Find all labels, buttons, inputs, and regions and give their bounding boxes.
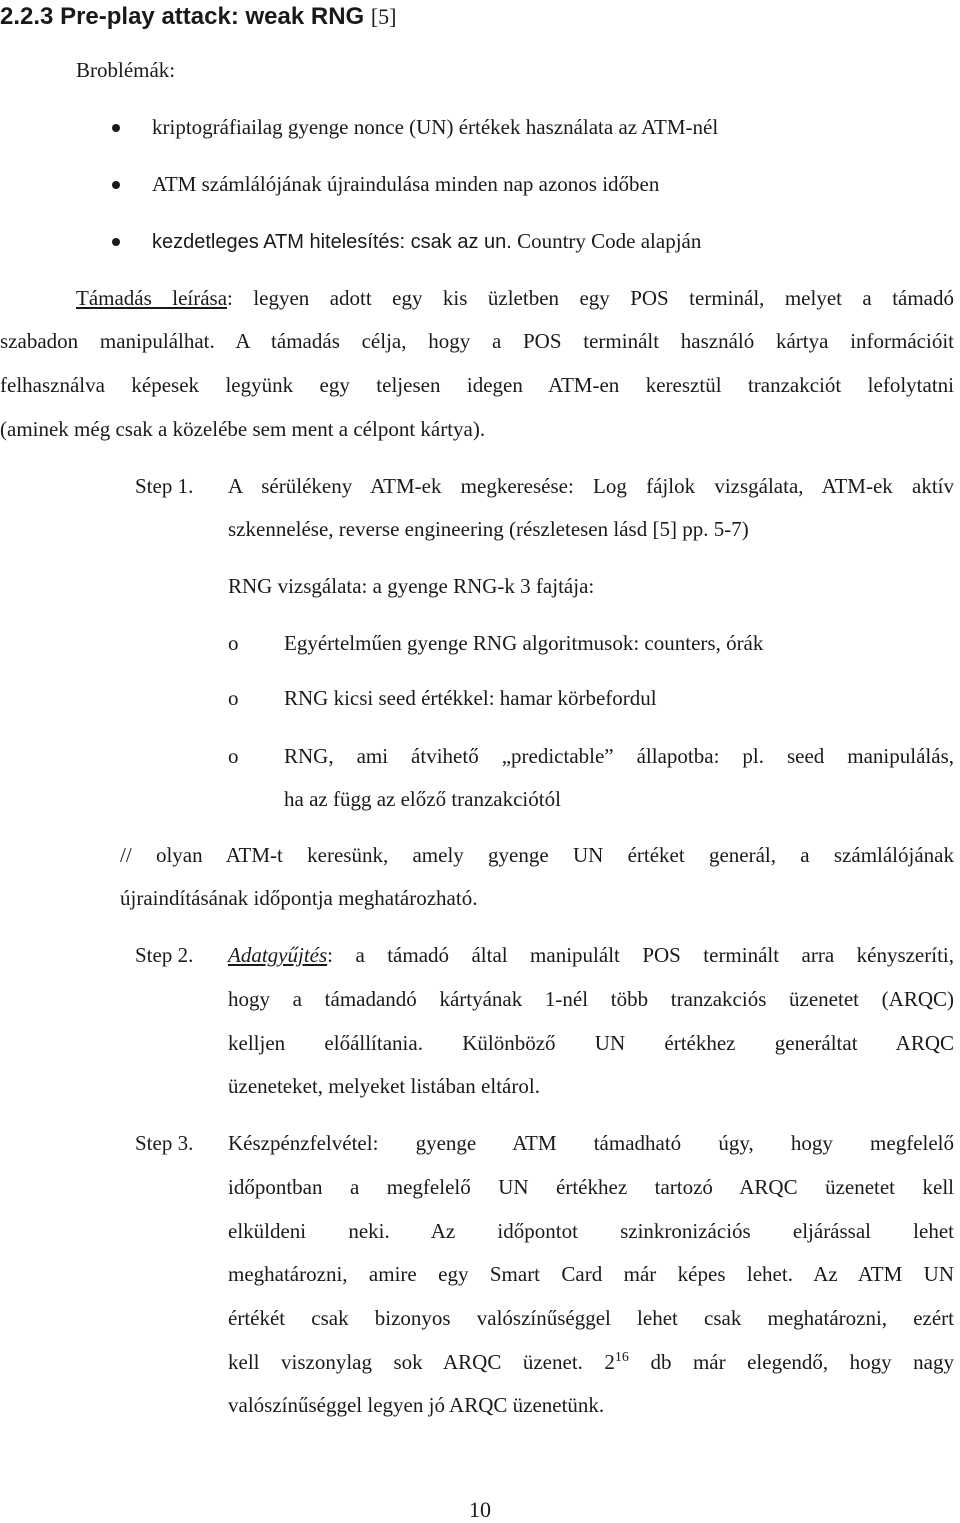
rng-type-item: Egyértelműen gyenge RNG algoritmusok: counters, órák (284, 631, 764, 655)
description-line: felhasználva képesek legyünk egy teljesen idegen ATM-en keresztül tranzakciót lefolytatni (0, 373, 954, 397)
list-item-part: Country Code alapján (517, 229, 702, 253)
step-line: meghatározni, amire egy Smart Card már képes lehet. Az ATM UN (228, 1262, 954, 1286)
list-item: ATM számlálójának újraindulása minden nap azonos időben (152, 172, 660, 196)
rng-type-item-cont: ha az függ az előző tranzakciótól (284, 787, 561, 811)
step-term: Adatgyűjtés (228, 943, 328, 967)
comment-line: // olyan ATM-t keresünk, amely gyenge UN értéket generál, a számlálójának (120, 843, 954, 867)
list-marker: o (228, 686, 239, 710)
page-number: 10 (469, 1497, 491, 1522)
step-line: elküldeni neki. Az időpontot szinkronizációs eljárással lehet (228, 1219, 954, 1243)
step-line: A sérülékeny ATM-ek megkeresése: Log fájlok vizsgálata, ATM-ek aktív (228, 474, 954, 498)
step-label: Step 3. (135, 1131, 194, 1155)
description-text: : legyen adott egy kis üzletben egy POS terminál, melyet a támadó (227, 286, 955, 310)
step-text: : a támadó által manipulált POS terminált arra kényszeríti, (327, 943, 954, 967)
step-text: kell viszonylag sok ARQC üzenet. 2 (228, 1350, 615, 1374)
step-line: szkennelése, reverse engineering (részletesen lásd [5] pp. 5-7) (228, 517, 749, 541)
bullet-dot (112, 124, 120, 132)
description-line: (aminek még csak a közelébe sem ment a célpont kártya). (0, 417, 486, 441)
description-line: szabadon manipulálhat. A támadás célja, hogy a POS terminált használó kártya információit (0, 329, 954, 353)
step-line: Készpénzfelvétel: gyenge ATM támadható úgy, hogy megfelelő (228, 1131, 954, 1155)
list-marker: o (228, 631, 239, 655)
problems-label: Broblémák: (76, 58, 176, 82)
step-line (228, 1351, 954, 1373)
rng-type-item: RNG, ami átvihető „predictable” állapotba: pl. seed manipulálás, (284, 744, 954, 768)
step-line: hogy a támadandó kártyának 1-nél több tranzakciós üzenetet (ARQC) (228, 987, 954, 1011)
section-number: 2.2.3 (0, 3, 54, 30)
rng-intro: RNG vizsgálata: a gyenge RNG-k 3 fajtája: (228, 574, 595, 598)
section-title: Pre-play attack: weak RNG (60, 3, 365, 30)
step-text: db már elegendő, hogy nagy (650, 1350, 954, 1374)
list-item (152, 231, 701, 252)
step-label: Step 1. (135, 474, 194, 498)
step-label: Step 2. (135, 943, 194, 967)
step-line: kelljen előállítania. Különböző UN értékhez generáltat ARQC (228, 1031, 954, 1055)
bullet-dot (112, 181, 120, 189)
section-heading (0, 3, 397, 31)
list-item: kriptográfiailag gyenge nonce (UN) értékek használata az ATM-nél (152, 115, 719, 139)
description-label: Támadás leírása (76, 286, 228, 310)
bullet-dot (112, 238, 120, 246)
step-line: valószínűséggel legyen jó ARQC üzenetünk. (228, 1393, 605, 1417)
step-line: értékét csak bizonyos valószínűséggel lehet csak meghatározni, ezért (228, 1306, 954, 1330)
section-reference: [5] (370, 4, 397, 29)
comment-line: újraindításának időpontja meghatározható. (120, 886, 478, 910)
list-item-part: kezdetleges ATM hitelesítés: csak az un. (152, 231, 512, 253)
step-line: időpontban a megfelelő UN értékhez tartozó ARQC üzenetet kell (228, 1175, 954, 1199)
description-line (76, 288, 954, 309)
step-line: üzeneteket, melyeket listában eltárol. (228, 1074, 540, 1098)
step-line (228, 945, 954, 966)
rng-type-item: RNG kicsi seed értékkel: hamar körbefordul (284, 686, 657, 710)
exponent: 16 (614, 1350, 629, 1365)
list-marker: o (228, 744, 239, 768)
